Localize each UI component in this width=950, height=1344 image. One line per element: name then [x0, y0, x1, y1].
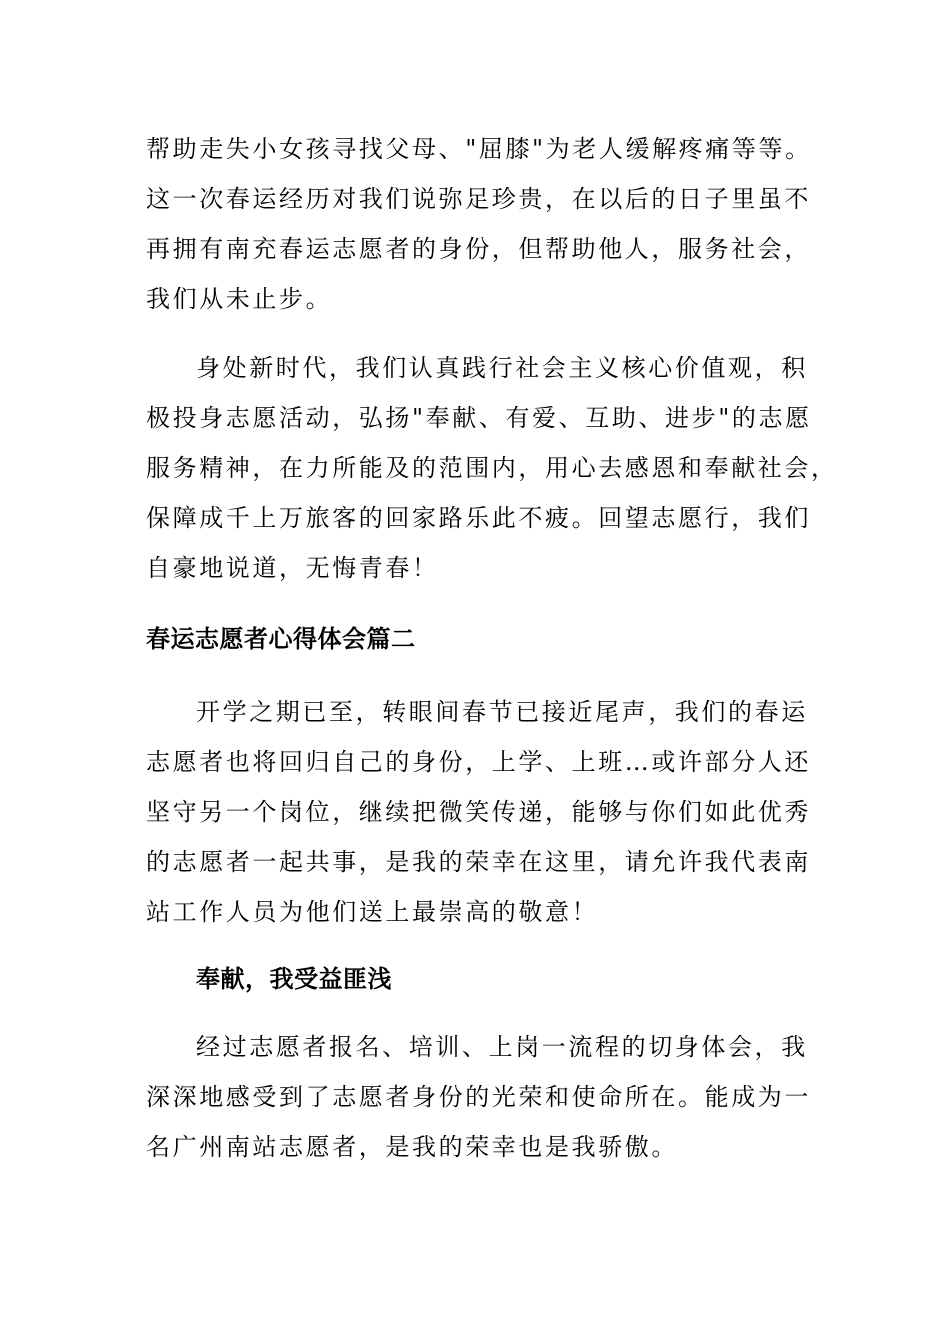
section-heading: 春运志愿者心得体会篇二	[146, 625, 416, 653]
paragraph-2-line-4: 保障成千上万旅客的回家路乐此不疲。回望志愿行，我们	[146, 504, 811, 532]
paragraph-2-line-3: 服务精神，在力所能及的范围内，用心去感恩和奉献社会，	[146, 454, 838, 482]
paragraph-3-line-1: 开学之期已至，转眼间春节已接近尾声，我们的春运	[196, 698, 808, 726]
paragraph-2-line-2: 极投身志愿活动，弘扬"奉献、有爱、互助、进步"的志愿	[146, 404, 812, 432]
paragraph-2-line-5: 自豪地说道，无悔青春！	[146, 554, 439, 582]
paragraph-4-line-2: 深深地感受到了志愿者身份的光荣和使命所在。能成为一	[146, 1083, 811, 1111]
paragraph-4-line-1: 经过志愿者报名、培训、上岗一流程的切身体会，我	[196, 1033, 808, 1061]
paragraph-3-line-5: 站工作人员为他们送上最崇高的敬意！	[146, 898, 599, 926]
paragraph-2-line-1: 身处新时代，我们认真践行社会主义核心价值观，积	[196, 354, 808, 382]
sub-heading: 奉献，我受益匪浅	[196, 965, 392, 993]
paragraph-3-line-2: 志愿者也将回归自己的身份，上学、上班…或许部分人还	[146, 748, 811, 776]
paragraph-3-line-3: 坚守另一个岗位，继续把微笑传递，能够与你们如此优秀	[146, 798, 811, 826]
paragraph-1-line-4: 我们从未止步。	[146, 285, 333, 313]
paragraph-1-line-2: 这一次春运经历对我们说弥足珍贵，在以后的日子里虽不	[146, 185, 811, 213]
paragraph-4-line-3: 名广州南站志愿者，是我的荣幸也是我骄傲。	[146, 1133, 678, 1161]
paragraph-1-line-1: 帮助走失小女孩寻找父母、"屈膝"为老人缓解疼痛等等。	[146, 135, 812, 163]
paragraph-1-line-3: 再拥有南充春运志愿者的身份，但帮助他人，服务社会，	[146, 235, 811, 263]
paragraph-3-line-4: 的志愿者一起共事，是我的荣幸在这里，请允许我代表南	[146, 848, 811, 876]
